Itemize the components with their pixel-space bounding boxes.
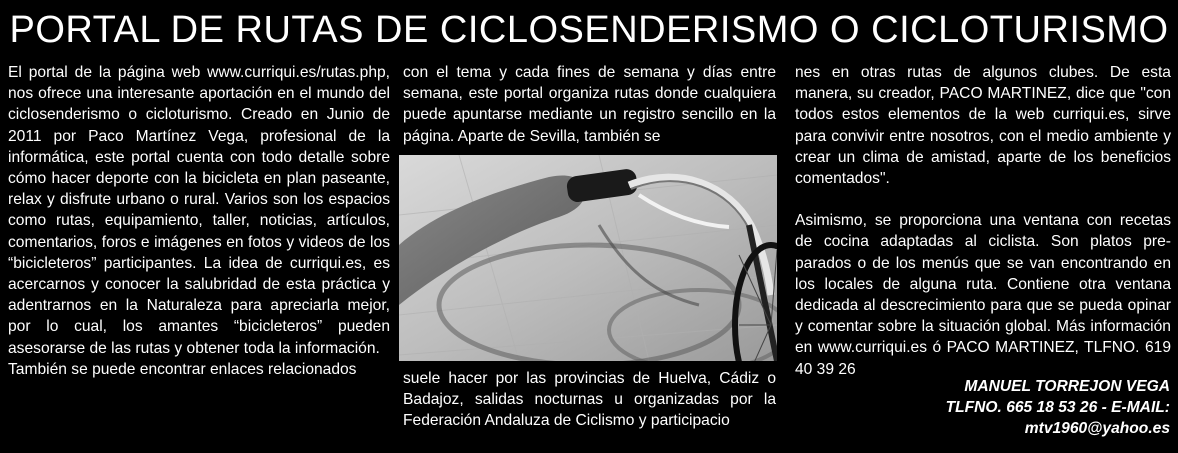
article-title: PORTAL DE RUTAS DE CICLOSENDERISMO O CICLOTURISMO bbox=[9, 9, 1169, 51]
author-name: MANUEL TORREJON VEGA bbox=[964, 378, 1170, 395]
author-byline bbox=[790, 376, 1170, 440]
column-2-bottom-text: suele hacer por las provincias de Huelva, Cádiz o Badajoz, salidas nocturnas u organizadas por la Federación Andaluza de Ciclismo y participacio bbox=[403, 370, 776, 430]
bicycle-shadow-photo bbox=[399, 155, 777, 361]
column-1-paragraph-2: También se puede encontrar enlaces relacionados bbox=[8, 360, 357, 378]
column-1-paragraph-1: El portal de la página web www.curriqui.es/rutas.php, nos ofrece una interesante aportación en el mundo del ciclosenderismo o cicloturismo. Creado en Junio de 2011 por Paco Martínez Vega, profesional de la informática, este portal cuenta con todo detalle sobre cómo hacer deporte con la bicicleta en plan paseante, relax y disfrute urbano o rural. Varios son los espacios como rutas, equipamiento, taller, noticias, artículos, comentarios, foros e imágenes en fotos y videos de los “bicicleteros” participantes. La idea de curriqui.es, es acercarnos y conocer la salubridad de esta práctica y adentrarnos en la Naturaleza para apreciarla mejor, por lo cual, los amantes “bicicleteros” pueden asesorarse de las rutas y obtener toda la información. bbox=[8, 64, 390, 357]
column-3 bbox=[795, 62, 1171, 380]
column-1 bbox=[8, 62, 390, 380]
column-2-top bbox=[403, 62, 776, 147]
author-phone: TLFNO. 665 18 53 26 - E-MAIL: bbox=[945, 399, 1170, 417]
author-email: mtv1960@yahoo.es bbox=[1024, 420, 1170, 438]
column-3-paragraph-2: Asimismo, se proporciona una ventana con recetas de cocina adaptadas al ciclista. Son platos preparados o de los menús que se van encontrando en los locales de alguna ruta. Contiene otra ventana dedicada al descrecimiento para que se pueda opinar y comentar sobre la situación global. Más información en www.curriqui.es ó PACO MARTINEZ, TLFNO. 619 40 39 26 bbox=[795, 212, 1171, 378]
column-3-paragraph-1: nes en otras rutas de algunos clubes. De esta manera, su creador, PACO MARTINEZ, dice que "con todos estos elementos de la web curriqui.es, sirve para convivir entre nosotros, con el medio ambiente y crear un clima de amistad, aparte de los beneficios comentados". bbox=[795, 64, 1171, 188]
bicycle-photo-graphic bbox=[399, 155, 777, 361]
column-2-top-text: con el tema y cada fines de semana y días entre semana, este portal organiza rutas donde cualquiera puede apuntarse mediante un registro sencillo en la página. Aparte de Sevilla, también se bbox=[403, 64, 776, 145]
column-2-bottom bbox=[403, 368, 776, 432]
